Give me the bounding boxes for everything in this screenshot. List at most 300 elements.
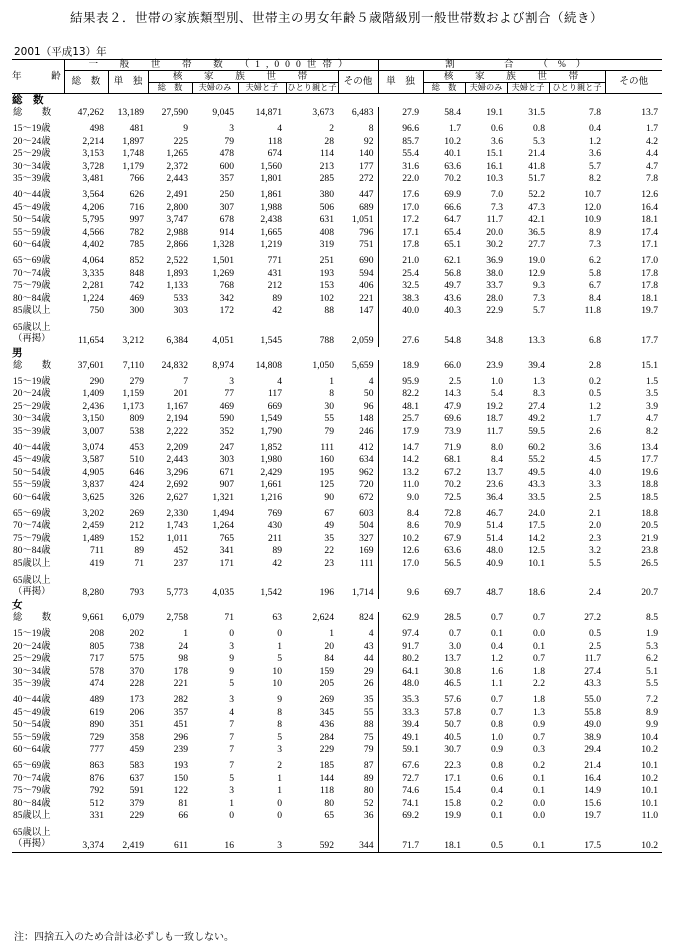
count-cell: 452 [173,545,188,557]
percent-cell: 0.4 [491,785,503,797]
table-row [12,123,662,135]
row-label [12,202,64,214]
percent-cell: 0.1 [491,628,503,640]
percent-cell: 10.1 [528,557,545,569]
percent-cell: 68.1 [444,454,461,466]
percent-cell: 72.5 [444,491,461,503]
count-cell: 0 [277,628,282,640]
count-cell: 10 [272,678,282,690]
age-header: 年 齢 [12,60,64,94]
percent-cell: 3.6 [491,135,503,147]
percent-cell: 0.1 [533,640,545,652]
row-label-text: 80～84歳 [13,293,51,304]
row-label-text: 35～39歳 [13,174,51,185]
percent-cell: 26.5 [641,557,659,569]
count-cell: 2,194 [166,413,188,425]
count-cell: 2,443 [166,173,188,185]
table-row [12,173,662,185]
percent-cell: 5.7 [589,160,601,172]
count-cell: 469 [219,400,234,412]
count-cell: 212 [129,520,144,532]
percent-cell: 9.3 [533,280,545,292]
percent-cell: 30.8 [444,665,461,677]
count-cell: 1,133 [166,280,188,292]
footnote: 注：四捨五入のため合計は必ずしも一致しない。 [14,932,234,943]
count-cell: 272 [359,173,374,185]
row-label-text: 85歳以上 [13,558,51,569]
count-cell: 6,384 [166,334,188,346]
count-cell: 282 [173,694,188,706]
count-cell: 890 [89,719,104,731]
count-cell: 2,988 [166,226,188,238]
count-cell: 765 [219,532,234,544]
percent-cell: 21.9 [641,532,659,544]
count-cell: 506 [319,201,334,213]
table-row [12,136,662,148]
count-cell: 14,808 [255,359,282,371]
percent-cell: 11.7 [486,425,503,437]
count-cell: 358 [129,731,144,743]
count-cell: 246 [359,425,374,437]
row-label-text: 65歳以上 [13,323,51,333]
count-cell: 5 [229,772,234,784]
row-label [12,293,64,305]
count-cell: 1 [277,772,282,784]
table-row [12,810,662,822]
count-cell: 52 [363,797,374,809]
percent-cell: 9.0 [378,492,423,504]
percent-cell: 56.5 [444,557,461,569]
percent-cell: 5.1 [646,665,659,677]
count-cell: 1,545 [260,334,282,346]
row-label-text: 総 数 [13,613,57,623]
nuclear-header: 核 家 族 世 帯 [148,71,338,83]
count-cell: 177 [359,160,374,172]
row-label-text: 15～19歳 [13,376,51,387]
percent-cell: 28.5 [444,612,461,623]
percent-cell: 17.4 [641,226,659,238]
count-cell: 147 [359,305,374,317]
table-row [12,694,662,706]
count-cell: 671 [219,466,234,478]
count-cell: 717 [89,653,104,665]
percent-cell: 4.2 [646,135,659,147]
percent-cell: 49.1 [378,732,423,744]
count-cell: 118 [267,135,282,147]
count-cell: 10 [272,665,282,677]
count-cell: 412 [359,441,374,453]
count-cell: 1 [229,797,234,809]
percent-cell: 3.2 [589,545,601,557]
percent-cell: 10.2 [605,827,662,853]
row-label-text: 70～74歳 [13,773,51,784]
table-row [12,442,662,454]
count-cell: 0 [229,810,234,822]
table-row [12,827,662,853]
count-cell: 631 [319,214,334,226]
percent-cell: 9.6 [378,574,423,599]
count-cell: 351 [129,719,144,731]
count-cell: 1 [277,640,282,652]
table-row [12,744,662,756]
percent-cell: 10.1 [641,785,659,797]
percent-cell: 17.0 [378,202,423,214]
count-cell: 788 [319,334,334,346]
percent-cell: 17.6 [378,189,423,201]
percent-cell: 69.7 [444,587,461,598]
percent-cell: 67.2 [444,466,461,478]
row-label-text: 80～84歳 [13,798,51,809]
percent-cell: 5.5 [646,678,659,690]
percent-cell: 23.8 [641,545,659,557]
row-label-text: 85歳以上 [13,306,51,317]
percent-cell: 13.7 [641,107,659,118]
percent-cell: 4.4 [646,148,659,160]
percent-cell: 27.4 [528,400,545,412]
percent-cell: 0.0 [533,628,545,640]
section-heading: 女 [12,599,23,612]
percent-cell: 19.1 [486,107,503,118]
percent-cell: 48.0 [486,545,503,557]
percent-cell: 46.5 [444,678,461,690]
count-cell: 805 [89,640,104,652]
table-row [12,479,662,491]
row-label-text: 50～54歳 [13,467,51,478]
count-cell: 1,173 [122,400,144,412]
count-cell: 590 [219,413,234,425]
percent-cell: 97.4 [378,628,423,640]
count-cell: 345 [319,706,334,718]
count-cell: 250 [219,189,234,201]
percent-cell: 0.1 [533,785,545,797]
count-cell: 55 [324,413,334,425]
percent-cell: 0.2 [533,760,545,772]
row-label [12,744,64,756]
percent-cell: 12.5 [528,545,545,557]
percent-cell: 6.2 [646,653,659,665]
percent-cell: 0.4 [589,123,601,135]
count-cell: 71 [134,557,144,569]
percent-cell: 22.3 [444,760,461,772]
percent-cell: 1.5 [646,375,659,387]
percent-cell: 7.8 [589,107,601,118]
percent-cell: 17.5 [549,827,605,853]
percent-cell: 39.4 [378,719,423,731]
count-cell: 89 [363,772,374,784]
table-row [12,268,662,280]
count-cell: 84 [324,653,334,665]
percent-cell: 58.4 [444,107,461,118]
section-heading-row [12,347,662,360]
row-label [12,136,64,148]
percent-cell: 18.1 [641,292,659,304]
count-cell: 43 [363,640,374,652]
percent-cell: 20.0 [486,226,503,238]
count-cell: 7 [229,719,234,731]
percent-cell: 57.8 [444,706,461,718]
couple-only-header: 夫婦のみ [192,83,238,94]
count-cell: 150 [173,772,188,784]
table-row [12,107,662,119]
count-cell: 24,832 [161,359,188,371]
count-cell: 202 [129,628,144,640]
percent-cell: 8.9 [589,226,601,238]
table-row [12,360,662,372]
count-cell: 4,064 [82,255,104,267]
percent-cell: 12.6 [641,189,659,201]
count-cell: 11,654 [77,334,104,346]
percent-cell: 6.7 [589,280,601,292]
percent-cell: 18.1 [423,827,465,853]
count-cell: 3,212 [122,334,144,346]
row-label-text: 70～74歳 [13,268,51,279]
count-cell: 3 [229,640,234,652]
percent-cell: 72.7 [378,773,423,785]
count-cell: 9 [277,694,282,706]
percent-cell: 57.6 [444,694,461,706]
percent-cell: 10.9 [584,214,601,226]
percent-cell: 5.3 [646,640,659,652]
percent-cell: 40.0 [378,305,423,317]
row-label-text: 総 数 [13,360,57,371]
percent-cell: 19.2 [486,400,503,412]
count-cell: 669 [267,400,282,412]
table-row [12,678,662,690]
count-cell: 2,866 [166,239,188,251]
count-cell: 89 [134,545,144,557]
row-label [12,426,64,438]
count-cell: 1,264 [212,520,234,532]
percent-cell: 17.1 [444,772,461,784]
table-row [12,612,662,624]
count-cell: 208 [89,628,104,640]
count-cell: 196 [319,587,334,598]
count-cell: 49 [324,520,334,532]
percent-cell: 17.8 [378,239,423,251]
count-cell: 152 [129,532,144,544]
count-cell: 1,897 [122,135,144,147]
table-row [12,161,662,173]
total-header: 総 数 [64,71,108,94]
percent-cell: 8.6 [378,520,423,532]
row-label-sub: （再掲） [13,586,51,597]
percent-cell: 18.8 [641,479,659,491]
count-cell: 447 [359,189,374,201]
count-cell: 80 [363,785,374,797]
percent-cell: 8.4 [378,508,423,520]
percent-cell: 4.0 [589,466,601,478]
count-cell: 1,714 [351,587,374,598]
count-cell: 229 [129,810,144,822]
count-cell: 4 [229,706,234,718]
percent-cell: 16.1 [486,160,503,172]
percent-cell: 12.0 [584,201,601,213]
percent-cell: 1.1 [491,678,503,690]
count-cell: 8 [368,123,374,135]
percent-cell: 80.2 [378,653,423,665]
count-cell: 742 [129,280,144,292]
count-cell: 1 [183,628,188,640]
count-cell: 1 [277,785,282,797]
row-label-text: 20～24歳 [13,389,51,400]
count-cell: 678 [219,214,234,226]
percent-cell: 21.4 [528,148,545,160]
count-cell: 3,374 [64,827,108,853]
count-cell: 1 [329,375,334,387]
percent-cell: 23.6 [486,479,503,491]
count-cell: 159 [319,665,334,677]
count-cell: 4 [368,628,374,640]
count-cell: 619 [89,706,104,718]
general-households-header: 一 般 世 帯 数 （1,000世帯） [64,60,378,71]
count-cell: 1,893 [166,267,188,279]
count-cell: 251 [319,255,334,267]
percent-cell: 30.7 [444,744,461,756]
row-label-text: 40～44歳 [13,442,51,453]
count-cell: 327 [359,532,374,544]
percent-cell: 1.7 [589,413,601,425]
percent-cell: 30.2 [486,239,503,251]
percent-cell: 40.5 [444,731,461,743]
row-label [12,574,64,599]
row-label [12,479,64,491]
percent-cell: 1.8 [533,665,545,677]
count-cell: 2,692 [166,479,188,491]
section-heading: 男 [12,346,23,359]
count-cell: 212 [267,280,282,292]
percent-cell: 2.6 [589,425,601,437]
percent-cell: 19.7 [584,810,601,822]
count-cell: 907 [219,479,234,491]
count-cell: 4,566 [82,226,104,238]
row-label-text: 35～39歳 [13,679,51,690]
percent-cell: 59.5 [528,425,545,437]
table-row [12,148,662,160]
percent-cell: 3.6 [589,148,601,160]
row-label [12,827,64,853]
count-cell: 2,491 [166,189,188,201]
count-cell: 4,905 [82,466,104,478]
row-label [12,810,64,822]
percent-cell: 0.8 [491,719,503,731]
percent-cell: 10.4 [641,731,659,743]
table-row [12,467,662,479]
count-cell: 8 [329,388,334,400]
row-label [12,719,64,731]
percent-cell: 10.3 [486,173,503,185]
row-label-text: 30～34歳 [13,666,51,677]
count-cell: 26 [363,678,374,690]
count-cell: 205 [319,678,334,690]
table-row [12,773,662,785]
count-cell: 79 [324,425,334,437]
count-cell: 148 [359,413,374,425]
row-label-text: 60～64歳 [13,240,51,251]
table-row [12,533,662,545]
count-cell: 1,409 [82,388,104,400]
count-cell: 1,980 [260,454,282,466]
count-cell: 8,280 [82,587,104,598]
count-cell: 9,045 [212,107,234,118]
row-label [12,227,64,239]
count-cell: 237 [173,557,188,569]
percent-cell: 3.0 [449,640,461,652]
count-cell: 211 [267,532,282,544]
percent-cell: 0.3 [533,744,545,756]
percent-cell: 17.2 [378,214,423,226]
count-cell: 89 [272,545,282,557]
percent-cell: 50.7 [444,719,461,731]
count-cell: 75 [363,731,374,743]
percent-cell: 82.2 [378,388,423,400]
percent-cell: 0.7 [491,612,503,623]
percent-cell: 17.8 [641,267,659,279]
row-label-text: 85歳以上 [13,811,51,822]
count-cell: 111 [320,441,334,453]
row-label [12,280,64,292]
count-cell: 269 [319,694,334,706]
row-label [12,732,64,744]
table-row [12,280,662,292]
count-cell: 81 [178,797,188,809]
percent-cell: 15.1 [641,359,659,371]
percent-cell: 32.5 [378,280,423,292]
count-cell: 3 [229,694,234,706]
count-cell: 824 [359,612,374,623]
count-cell: 35 [324,532,334,544]
percent-cell: 73.9 [444,425,461,437]
count-cell: 221 [173,678,188,690]
row-label [12,641,64,653]
count-cell: 1,501 [212,255,234,267]
percent-cell: 0.7 [533,731,545,743]
table-row [12,426,662,438]
percent-cell: 72.8 [444,507,461,519]
percent-cell: 17.0 [641,255,659,267]
count-cell: 65 [324,810,334,822]
percent-cell: 31.5 [528,107,545,118]
count-cell: 1,801 [260,173,282,185]
percent-cell: 0.7 [449,628,461,640]
row-label [12,360,64,372]
percent-cell: 36.9 [486,255,503,267]
percent-cell: 4.7 [646,413,659,425]
percent-cell: 14.7 [378,442,423,454]
percent-cell: 27.2 [584,612,601,623]
row-label-text: 60～64歳 [13,745,51,756]
count-cell: 1,743 [166,520,188,532]
count-cell: 575 [129,653,144,665]
count-cell: 720 [359,479,374,491]
count-cell: 114 [319,148,334,160]
row-label [12,442,64,454]
row-label [12,785,64,797]
row-label [12,707,64,719]
row-label [12,773,64,785]
count-cell: 9 [183,123,188,135]
count-cell: 118 [319,785,334,797]
percent-cell: 4.5 [589,454,601,466]
row-label [12,413,64,425]
percent-cell: 0.1 [507,827,549,853]
percent-cell: 1.7 [646,123,659,135]
count-cell: 2,800 [166,201,188,213]
percent-cell: 2.5 [449,375,461,387]
row-label [12,760,64,772]
count-cell: 357 [173,706,188,718]
count-cell: 55 [363,706,374,718]
table-row [12,227,662,239]
